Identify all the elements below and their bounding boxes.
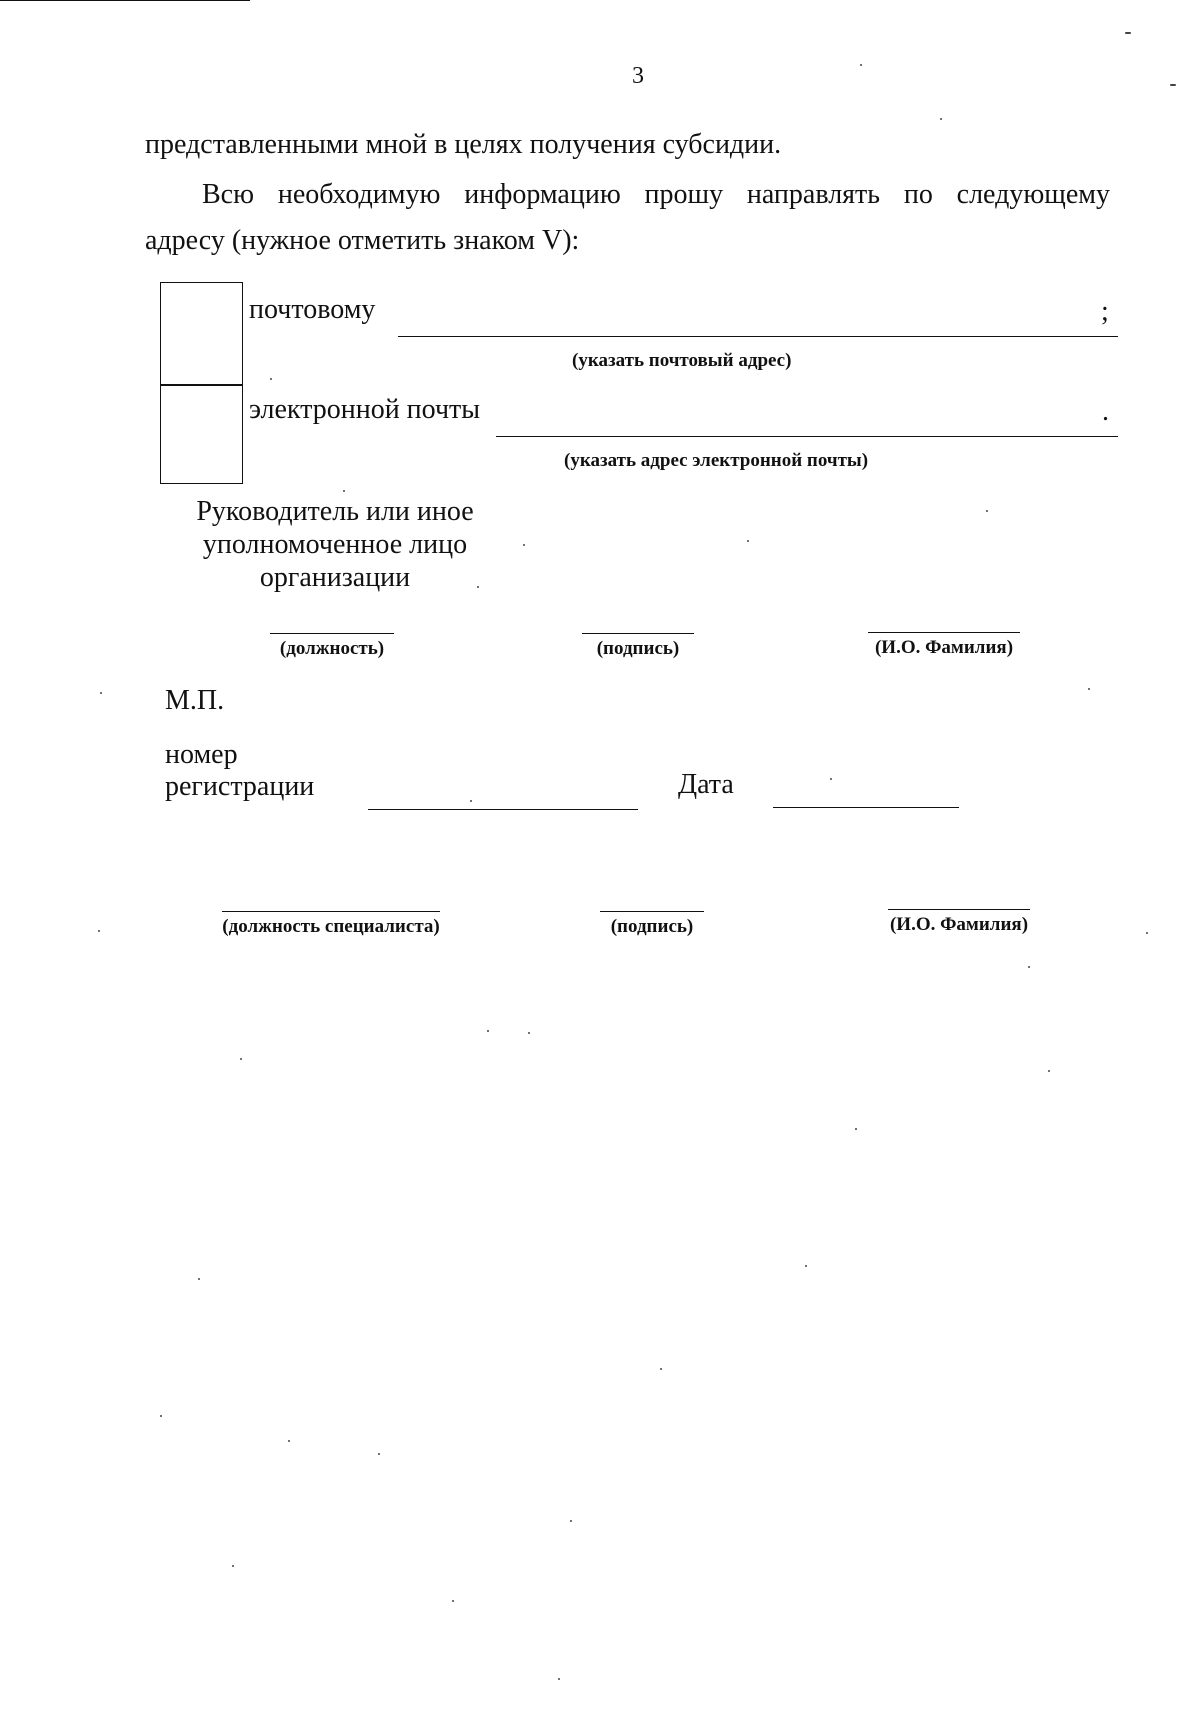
scan-speck: [830, 778, 832, 780]
registration-label: [165, 739, 314, 803]
scan-speck: [1125, 32, 1131, 34]
registration-label-line-2: регистрации: [165, 771, 315, 802]
registration-number-field[interactable]: [368, 809, 638, 810]
email-end-mark: .: [1102, 396, 1109, 427]
position-field[interactable]: [270, 633, 394, 634]
registration-label-line-1: номер: [165, 739, 238, 770]
specialist-signature-caption: (подпись): [610, 916, 694, 937]
word: направлять: [746, 179, 881, 210]
date-label: Дата: [678, 769, 734, 800]
signature-caption: (подпись): [596, 638, 680, 659]
email-label: электронной почты: [249, 394, 481, 425]
scan-speck: [160, 1415, 162, 1417]
word: информацию: [464, 179, 621, 210]
specialist-position-field[interactable]: [222, 911, 440, 912]
paragraph-line-justified: [202, 178, 1110, 212]
scan-speck: [558, 1678, 560, 1680]
specialist-name-field[interactable]: [888, 909, 1030, 910]
word: по: [903, 179, 933, 210]
scan-speck: [1146, 932, 1148, 934]
email-caption: (указать адрес электронной почты): [564, 450, 869, 471]
scan-speck: [528, 1032, 530, 1034]
scan-speck: [452, 1600, 454, 1602]
scan-speck: [570, 1520, 572, 1522]
scan-speck: [747, 540, 749, 542]
scan-speck: [1028, 966, 1030, 968]
scan-speck: [98, 930, 100, 932]
word: Всю: [202, 179, 255, 210]
word: необходимую: [277, 179, 441, 210]
scan-speck: [860, 64, 862, 66]
scan-speck: [270, 378, 272, 380]
postal-caption: (указать почтовый адрес): [572, 350, 792, 371]
paragraph-line: адресу (нужное отметить знаком V):: [145, 225, 580, 256]
head-title-line-1: Руководитель или иное: [196, 496, 474, 527]
signature-field[interactable]: [582, 633, 694, 634]
position-caption: (должность): [279, 638, 385, 659]
scan-speck: [470, 800, 472, 802]
date-field[interactable]: [773, 807, 959, 808]
scan-speck: [477, 586, 479, 588]
scan-speck: [940, 118, 942, 120]
word: следующему: [956, 179, 1110, 210]
scan-edge-line: [0, 0, 250, 1]
word: прошу: [644, 179, 724, 210]
scan-speck: [660, 1368, 662, 1370]
head-title-line-3: организации: [259, 562, 411, 593]
name-caption: (И.О. Фамилия): [874, 637, 1014, 658]
postal-label: почтовому: [249, 294, 376, 325]
scan-speck: [1048, 1070, 1050, 1072]
head-title-line-2: уполномоченное лицо: [202, 529, 468, 560]
postal-address-field[interactable]: [398, 336, 1118, 337]
scan-speck: [487, 1030, 489, 1032]
page-number: 3: [632, 63, 644, 89]
specialist-position-caption: (должность специалиста): [222, 916, 440, 937]
scan-speck: [198, 1278, 200, 1280]
scan-speck: [343, 490, 345, 492]
postal-end-mark: ;: [1101, 296, 1109, 327]
scan-speck: [1088, 688, 1090, 690]
head-title: [170, 495, 500, 594]
email-address-field[interactable]: [496, 436, 1118, 437]
intro-line: представленными мной в целях получения субсидии.: [145, 129, 782, 160]
scan-speck: [1170, 84, 1176, 86]
scan-speck: [100, 692, 102, 694]
specialist-name-caption: (И.О. Фамилия): [889, 914, 1029, 935]
postal-checkbox[interactable]: [160, 282, 243, 386]
scan-speck: [855, 1128, 857, 1130]
name-field[interactable]: [868, 632, 1020, 633]
scan-speck: [378, 1453, 380, 1455]
scan-speck: [986, 510, 988, 512]
scan-speck: [288, 1440, 290, 1442]
specialist-signature-field[interactable]: [600, 911, 704, 912]
scan-speck: [805, 1265, 807, 1267]
scan-speck: [232, 1565, 234, 1567]
scan-speck: [523, 544, 525, 546]
scan-speck: [240, 1058, 242, 1060]
stamp-place: М.П.: [165, 685, 225, 716]
email-checkbox[interactable]: [160, 384, 243, 484]
